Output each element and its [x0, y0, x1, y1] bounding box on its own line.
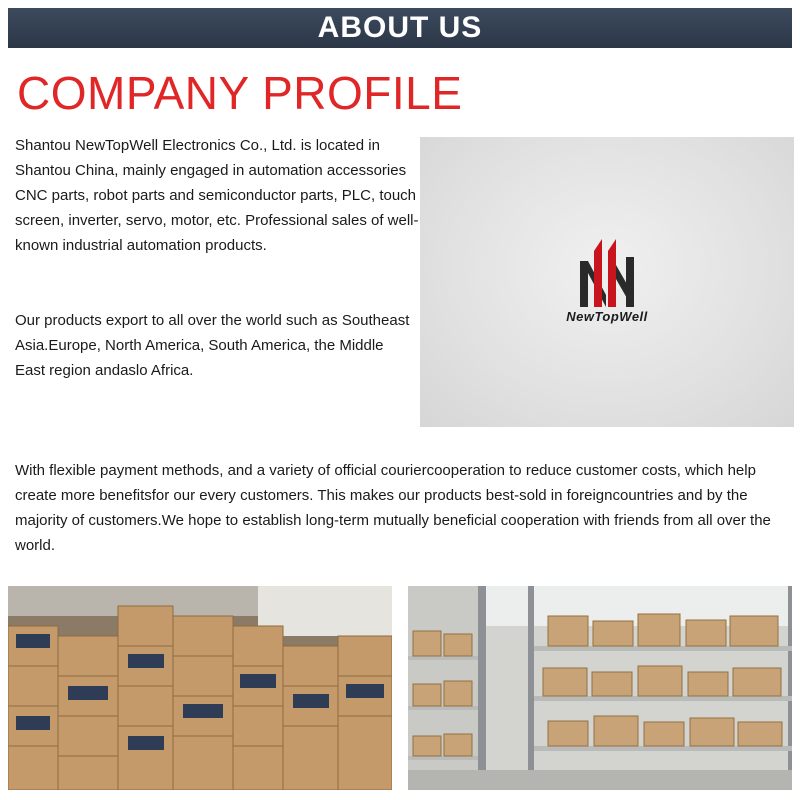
export-paragraph: Our products export to all over the world such as Southeast Asia.Europe, North America, South America, the Middle East region andaslo Africa.	[15, 312, 410, 379]
company-logo-panel	[420, 137, 794, 427]
logo-brand-text: NewTopWell	[566, 309, 648, 324]
warehouse-shelves-photo	[408, 586, 792, 790]
warehouse-shelves-illustration	[408, 586, 792, 790]
header-title: ABOUT US	[317, 11, 483, 44]
warehouse-boxes-illustration	[8, 586, 392, 790]
cooperation-paragraph: With flexible payment methods, and a variety of official couriercooperation to reduce customer costs, which help create more benefitsfor our every customers. This makes our products best-sold in foreigncountries and by the majority of customers.We hope to establish long-term mutually beneficial cooperation with friends from all over the world.	[15, 462, 771, 554]
warehouse-stacked-boxes-photo	[8, 586, 392, 790]
header-bar	[8, 8, 792, 48]
company-profile-title: COMPANY PROFILE	[17, 67, 463, 119]
intro-paragraph: Shantou NewTopWell Electronics Co., Ltd. is located in Shantou China, mainly engaged in automation accessories CNC parts, robot parts and semiconductor parts, PLC, touch screen, inverter, servo, motor, etc. Professional sales of well-known industrial automation products.	[15, 137, 419, 254]
newtopwell-logo-icon	[576, 235, 638, 307]
